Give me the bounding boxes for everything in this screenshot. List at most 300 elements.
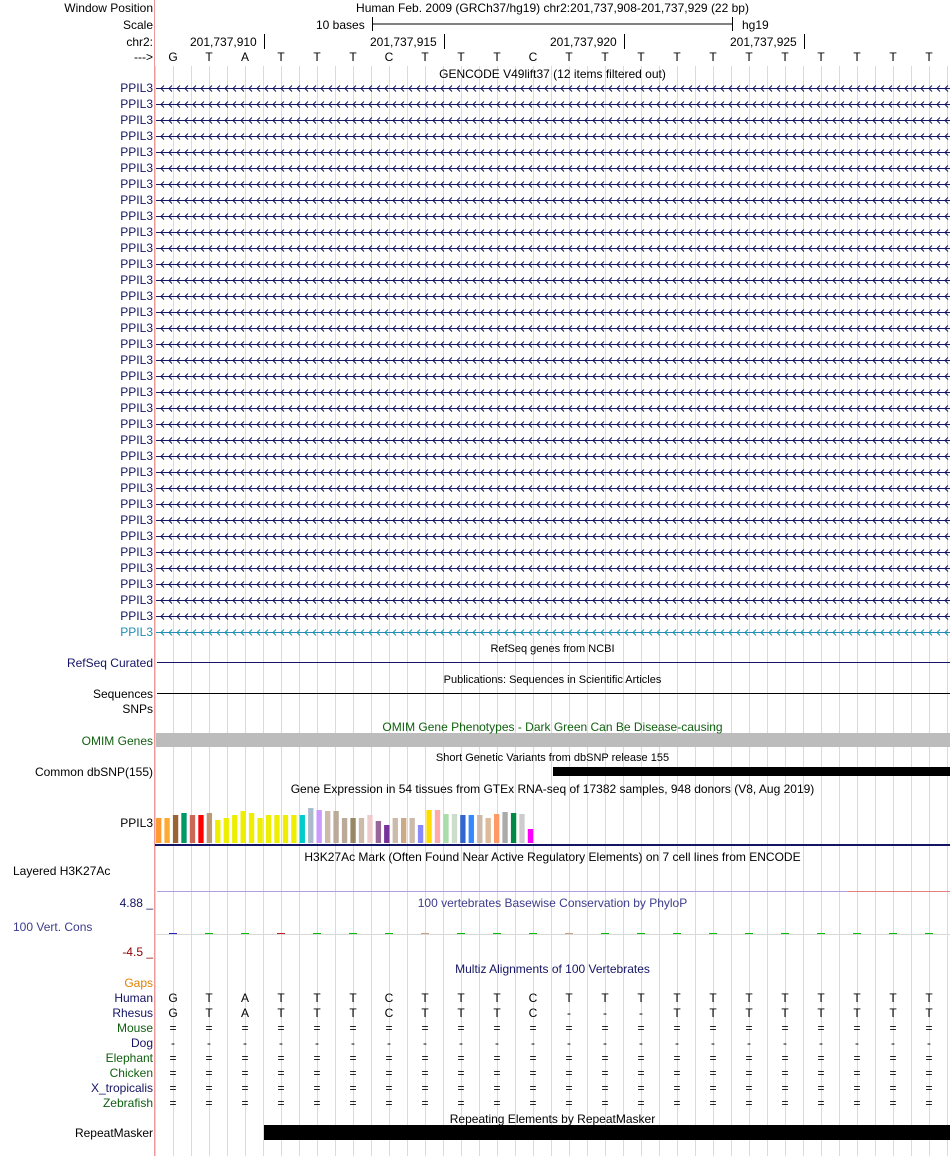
alignment-base: T [349,991,357,1005]
alignment-base: - [351,1036,355,1050]
gtex-tissue-bar [342,818,347,843]
alignment-base: T [781,991,789,1005]
gtex-tissue-bar [317,810,322,843]
alignment-base: = [169,1021,177,1035]
base-letter: T [853,50,861,64]
base-letter: T [601,50,609,64]
alignment-base: = [421,1066,429,1080]
alignment-base: = [421,1051,429,1065]
gtex-tissue-bar [274,815,279,843]
alignment-base: - [603,1006,607,1020]
alignment-base: = [349,1021,357,1035]
gencode-transcript-label[interactable]: PPIL3 [120,161,153,175]
alignment-base: = [529,1081,537,1095]
alignment-base: - [855,1036,859,1050]
gencode-transcript-label[interactable]: PPIL3 [120,353,153,367]
alignment-base: T [817,1006,825,1020]
gencode-transcript-label[interactable]: PPIL3 [120,529,153,543]
refseq-track-label[interactable]: RefSeq Curated [66,656,153,670]
gtex-track-title[interactable]: Gene Expression in 54 tissues from GTEx RNA-seq of 17382 samples, 948 donors (V8, Aug 2019) [290,782,815,796]
repeatmasker-track-label[interactable]: RepeatMasker [74,1126,153,1140]
alignment-base: = [277,1096,285,1110]
alignment-base: = [745,1066,753,1080]
species-label[interactable]: X_tropicalis [90,1081,153,1095]
alignment-base: G [168,991,178,1005]
gtex-tissue-bar [283,815,288,843]
gencode-transcript-label[interactable]: PPIL3 [120,209,153,223]
alignment-base: T [421,1006,429,1020]
alignment-base: = [817,1051,825,1065]
alignment-base: = [889,1096,897,1110]
alignment-base: = [673,1081,681,1095]
alignment-base: - [639,1006,643,1020]
alignment-base: = [853,1066,861,1080]
base-letter: G [168,50,178,64]
gencode-transcript-label[interactable]: PPIL3 [120,337,153,351]
alignment-base: = [277,1021,285,1035]
h3k27ac-track-title[interactable]: H3K27Ac Mark (Often Found Near Active Regulatory Elements) on 7 cell lines from ENCODE [304,850,801,864]
alignment-base: - [891,1036,895,1050]
gtex-tissue-bar [164,818,169,843]
gencode-transcript-label[interactable]: PPIL3 [120,561,153,575]
alignment-base: = [781,1021,789,1035]
alignment-base: - [819,1036,823,1050]
gencode-transcript-label[interactable]: PPIL3 [120,369,153,383]
alignment-base: = [457,1096,465,1110]
alignment-base: = [241,1051,249,1065]
gtex-tissue-bar [376,821,381,843]
phylop-min-label: -4.5 _ [122,945,153,959]
gtex-tissue-bar [198,815,203,843]
alignment-base: - [207,1036,211,1050]
gtex-tissue-bar [232,815,237,843]
alignment-base: = [925,1096,933,1110]
alignment-base: A [240,991,249,1005]
alignment-base: T [709,1006,717,1020]
gencode-transcript-label[interactable]: PPIL3 [120,545,153,559]
gencode-transcript-label[interactable]: PPIL3 [120,465,153,479]
alignment-base: = [925,1081,933,1095]
alignment-base: = [601,1066,609,1080]
pubs-track-label[interactable]: Sequences [92,687,153,701]
base-letter: T [205,50,213,64]
gencode-transcript-label[interactable]: PPIL3 [120,513,153,527]
gencode-transcript-label[interactable]: PPIL3 [120,625,153,639]
gencode-transcript-label[interactable]: PPIL3 [120,81,153,95]
alignment-base: = [889,1066,897,1080]
alignment-base: T [817,991,825,1005]
alignment-base: - [171,1036,175,1050]
gtex-tissue-bar [477,815,482,843]
alignment-base: = [493,1021,501,1035]
alignment-base: = [349,1051,357,1065]
alignment-base: = [385,1081,393,1095]
alignment-base: = [493,1066,501,1080]
alignment-base: = [385,1096,393,1110]
multiz-track-title[interactable]: Multiz Alignments of 100 Vertebrates [455,962,650,976]
scale-bar-label: 10 bases [316,18,365,32]
gencode-transcript-label[interactable]: PPIL3 [120,177,153,191]
alignment-base: = [853,1081,861,1095]
label-scale: Scale [122,18,153,32]
gtex-tissue-bar [443,814,448,843]
alignment-base: = [493,1081,501,1095]
alignment-base: = [817,1096,825,1110]
alignment-base: = [817,1081,825,1095]
species-label[interactable]: Elephant [105,1051,153,1065]
gtex-tissue-bar [308,808,313,843]
gtex-tissue-bar [410,818,415,843]
alignment-base: T [205,991,213,1005]
position-label: 201,737,925 [730,35,797,49]
gtex-tissue-bar [469,815,474,843]
alignment-base: = [781,1066,789,1080]
base-letter: T [673,50,681,64]
base-letter: T [925,50,933,64]
alignment-base: = [169,1066,177,1080]
alignment-base: T [637,991,645,1005]
gencode-transcript-label[interactable]: PPIL3 [120,225,153,239]
alignment-base: - [783,1036,787,1050]
alignment-base: G [168,1006,178,1020]
alignment-base: T [565,991,573,1005]
alignment-base: T [313,991,321,1005]
gencode-transcript-label[interactable]: PPIL3 [120,193,153,207]
gtex-tissue-bar [486,818,491,843]
alignment-base: = [277,1066,285,1080]
gencode-transcript-label[interactable]: PPIL3 [120,497,153,511]
alignment-base: C [384,1006,394,1020]
dbsnp-track-label[interactable]: Common dbSNP(155) [34,765,153,779]
alignment-base: = [889,1081,897,1095]
alignment-base: = [385,1066,393,1080]
alignment-base: T [349,1006,357,1020]
omim-feature [156,733,950,747]
alignment-base: = [745,1021,753,1035]
alignment-base: = [457,1021,465,1035]
alignment-base: T [205,1006,213,1020]
gtex-tissue-bar [257,818,262,843]
gtex-gene-label[interactable]: PPIL3 [120,816,153,830]
phylop-track-label[interactable]: 100 Vert. Cons [13,920,93,934]
label-window-position: Window Position [64,1,153,15]
alignment-base: = [925,1021,933,1035]
alignment-base: T [673,1006,681,1020]
alignment-base: T [889,991,897,1005]
alignment-base: = [565,1021,573,1035]
alignment-base: = [421,1096,429,1110]
alignment-base: = [529,1066,537,1080]
alignment-base: T [601,991,609,1005]
alignment-base: - [495,1036,499,1050]
base-letter: T [745,50,753,64]
alignment-base: = [637,1081,645,1095]
alignment-base: = [565,1066,573,1080]
gtex-tissue-bar [359,818,364,843]
alignment-base: = [529,1051,537,1065]
alignment-base: T [889,1006,897,1020]
gencode-transcript-label[interactable]: PPIL3 [120,289,153,303]
gencode-transcript-label[interactable]: PPIL3 [120,321,153,335]
alignment-base: = [637,1066,645,1080]
gtex-tissue-bar [401,818,406,843]
alignment-base: = [601,1051,609,1065]
gtex-tissue-bar [173,815,178,843]
label-chromosome: chr2: [126,35,153,49]
alignment-base: T [277,1006,285,1020]
base-letter: T [313,50,321,64]
alignment-base: = [241,1066,249,1080]
alignment-base: - [459,1036,463,1050]
gtex-tissue-bar [350,818,355,843]
alignment-base: C [384,991,394,1005]
alignment-base: = [313,1081,321,1095]
base-letter: T [421,50,429,64]
alignment-base: T [313,1006,321,1020]
h3k27ac-track-label[interactable]: Layered H3K27Ac [13,864,111,878]
gtex-tissue-bar [181,813,186,843]
alignment-base: = [601,1081,609,1095]
label-strand: ---> [134,50,153,64]
alignment-base: = [637,1051,645,1065]
pubs-track-title[interactable]: Publications: Sequences in Scientific Articles [443,674,662,686]
alignment-base: = [601,1096,609,1110]
alignment-base: = [745,1051,753,1065]
alignment-base: C [528,1006,538,1020]
refseq-track-title[interactable]: RefSeq genes from NCBI [490,643,615,655]
alignment-base: = [565,1081,573,1095]
alignment-base: - [675,1036,679,1050]
snps-track-label[interactable]: SNPs [122,702,153,716]
alignment-base: = [745,1096,753,1110]
alignment-base: = [781,1081,789,1095]
alignment-base: = [457,1066,465,1080]
gencode-transcript-label[interactable]: PPIL3 [120,417,153,431]
gtex-tissue-bar [207,813,212,843]
alignment-base: - [603,1036,607,1050]
alignment-base: = [241,1021,249,1035]
alignment-base: = [421,1021,429,1035]
alignment-base: = [709,1051,717,1065]
alignment-base: = [493,1051,501,1065]
alignment-base: = [673,1051,681,1065]
alignment-base: T [457,991,465,1005]
alignment-base: = [745,1081,753,1095]
base-letter: T [493,50,501,64]
alignment-base: T [421,991,429,1005]
alignment-base: T [673,991,681,1005]
base-letter: C [384,50,394,64]
alignment-base: = [601,1021,609,1035]
gencode-transcript-label[interactable]: PPIL3 [120,273,153,287]
alignment-base: = [709,1066,717,1080]
alignment-base: = [709,1021,717,1035]
gtex-tissue-bar [224,818,229,843]
gtex-tissue-bar [494,814,499,843]
alignment-base: T [925,1006,933,1020]
alignment-base: - [423,1036,427,1050]
repeatmasker-track-title[interactable]: Repeating Elements by RepeatMasker [449,1112,656,1126]
base-letter: T [277,50,285,64]
alignment-base: - [531,1036,535,1050]
alignment-base: = [493,1096,501,1110]
gtex-tissue-bar [502,812,507,843]
species-label[interactable]: Mouse [116,1021,153,1035]
alignment-base: - [315,1036,319,1050]
alignment-base: = [205,1021,213,1035]
gencode-transcript-label[interactable]: PPIL3 [120,129,153,143]
gencode-transcript-label[interactable]: PPIL3 [120,433,153,447]
alignment-base: = [889,1021,897,1035]
alignment-base: = [313,1066,321,1080]
gencode-transcript-label[interactable]: PPIL3 [120,449,153,463]
position-label: 201,737,920 [550,35,617,49]
gtex-tissue-bar [384,825,389,843]
alignment-base: = [169,1096,177,1110]
alignment-base: = [457,1081,465,1095]
window-position-text: Human Feb. 2009 (GRCh37/hg19) chr2:201,737,908-201,737,929 (22 bp) [356,1,749,15]
gtex-tissue-bar [426,810,431,843]
gtex-tissue-bar [266,815,271,843]
alignment-base: = [277,1051,285,1065]
alignment-base: = [457,1051,465,1065]
alignment-base: = [277,1081,285,1095]
position-label: 201,737,910 [190,35,257,49]
gencode-transcript-label[interactable]: PPIL3 [120,113,153,127]
dbsnp-track-title[interactable]: Short Genetic Variants from dbSNP release 155 [435,752,670,764]
species-label[interactable]: Zebrafish [102,1096,153,1110]
gencode-transcript-label[interactable]: PPIL3 [120,257,153,271]
gencode-transcript-label[interactable]: PPIL3 [120,305,153,319]
alignment-base: T [925,991,933,1005]
alignment-base: = [349,1081,357,1095]
gencode-transcript-label[interactable]: PPIL3 [120,241,153,255]
assembly-label: hg19 [742,18,769,32]
base-letter: T [889,50,897,64]
alignment-base: = [385,1051,393,1065]
gtex-tissue-bar [435,810,440,843]
alignment-base: T [781,1006,789,1020]
alignment-base: - [279,1036,283,1050]
alignment-base: = [421,1081,429,1095]
alignment-base: T [745,1006,753,1020]
gtex-tissue-bar [519,814,524,843]
species-label[interactable]: Rhesus [112,1006,153,1020]
base-letter: T [817,50,825,64]
alignment-base: - [747,1036,751,1050]
alignment-base: = [169,1081,177,1095]
alignment-base: = [781,1051,789,1065]
species-label[interactable]: Chicken [109,1066,153,1080]
gtex-tissue-bar [393,818,398,843]
omim-track-label[interactable]: OMIM Genes [81,734,153,748]
alignment-base: T [457,1006,465,1020]
alignment-base: = [565,1051,573,1065]
alignment-base: - [567,1036,571,1050]
alignment-base: T [277,991,285,1005]
omim-track-title[interactable]: OMIM Gene Phenotypes - Dark Green Can Be Disease-causing [382,720,723,734]
gencode-transcript-label[interactable]: PPIL3 [120,593,153,607]
gencode-transcript-label[interactable]: PPIL3 [120,577,153,591]
alignment-base: = [169,1051,177,1065]
alignment-base: A [240,1006,249,1020]
alignment-base: = [781,1096,789,1110]
gencode-transcript-label[interactable]: PPIL3 [120,609,153,623]
species-label[interactable]: Human [114,991,153,1005]
alignment-base: = [853,1096,861,1110]
alignment-base: = [673,1066,681,1080]
phylop-track-title[interactable]: 100 vertebrates Basewise Conservation by PhyloP [417,896,688,910]
base-letter: T [349,50,357,64]
alignment-base: = [529,1021,537,1035]
alignment-base: = [637,1096,645,1110]
alignment-base: T [493,1006,501,1020]
alignment-base: = [313,1051,321,1065]
alignment-base: = [709,1096,717,1110]
alignment-base: = [385,1021,393,1035]
base-letter: T [709,50,717,64]
alignment-base: = [925,1066,933,1080]
alignment-base: = [853,1021,861,1035]
base-letter: T [637,50,645,64]
gencode-track-title[interactable]: GENCODE V49lift37 (12 items filtered out) [439,67,666,81]
dbsnp-feature [553,767,950,776]
alignment-base: - [243,1036,247,1050]
alignment-base: T [853,991,861,1005]
gtex-tissue-bar [325,811,330,843]
gtex-tissue-bar [528,829,533,843]
alignment-base: - [711,1036,715,1050]
gtex-tissue-bar [300,815,305,843]
alignment-base: = [349,1096,357,1110]
alignment-base: = [313,1021,321,1035]
alignment-base: - [567,1006,571,1020]
base-letter: C [528,50,538,64]
gencode-transcript-label[interactable]: PPIL3 [120,97,153,111]
alignment-base: = [673,1021,681,1035]
alignment-base: = [241,1081,249,1095]
alignment-base: - [927,1036,931,1050]
gencode-transcript-label[interactable]: PPIL3 [120,481,153,495]
alignment-base: = [925,1051,933,1065]
base-letter: A [240,50,249,64]
gencode-transcript-label[interactable]: PPIL3 [120,401,153,415]
gaps-label: Gaps [124,976,153,990]
alignment-base: T [493,991,501,1005]
gtex-tissue-bar [291,815,296,843]
species-label[interactable]: Dog [130,1036,153,1050]
alignment-base: T [853,1006,861,1020]
position-label: 201,737,915 [370,35,437,49]
gtex-tissue-bar [156,818,161,843]
alignment-base: = [205,1096,213,1110]
base-letter: T [565,50,573,64]
alignment-base: = [889,1051,897,1065]
alignment-base: = [709,1081,717,1095]
alignment-base: = [313,1096,321,1110]
alignment-base: = [817,1066,825,1080]
alignment-base: T [745,991,753,1005]
gencode-transcript-label[interactable]: PPIL3 [120,385,153,399]
phylop-max-label: 4.88 _ [119,896,153,910]
gencode-transcript-label[interactable]: PPIL3 [120,145,153,159]
base-letter: T [781,50,789,64]
gtex-tissue-bar [241,811,246,843]
alignment-base: = [205,1066,213,1080]
repeatmasker-feature [264,1125,950,1140]
alignment-base: = [637,1021,645,1035]
gtex-tissue-bar [215,820,220,843]
